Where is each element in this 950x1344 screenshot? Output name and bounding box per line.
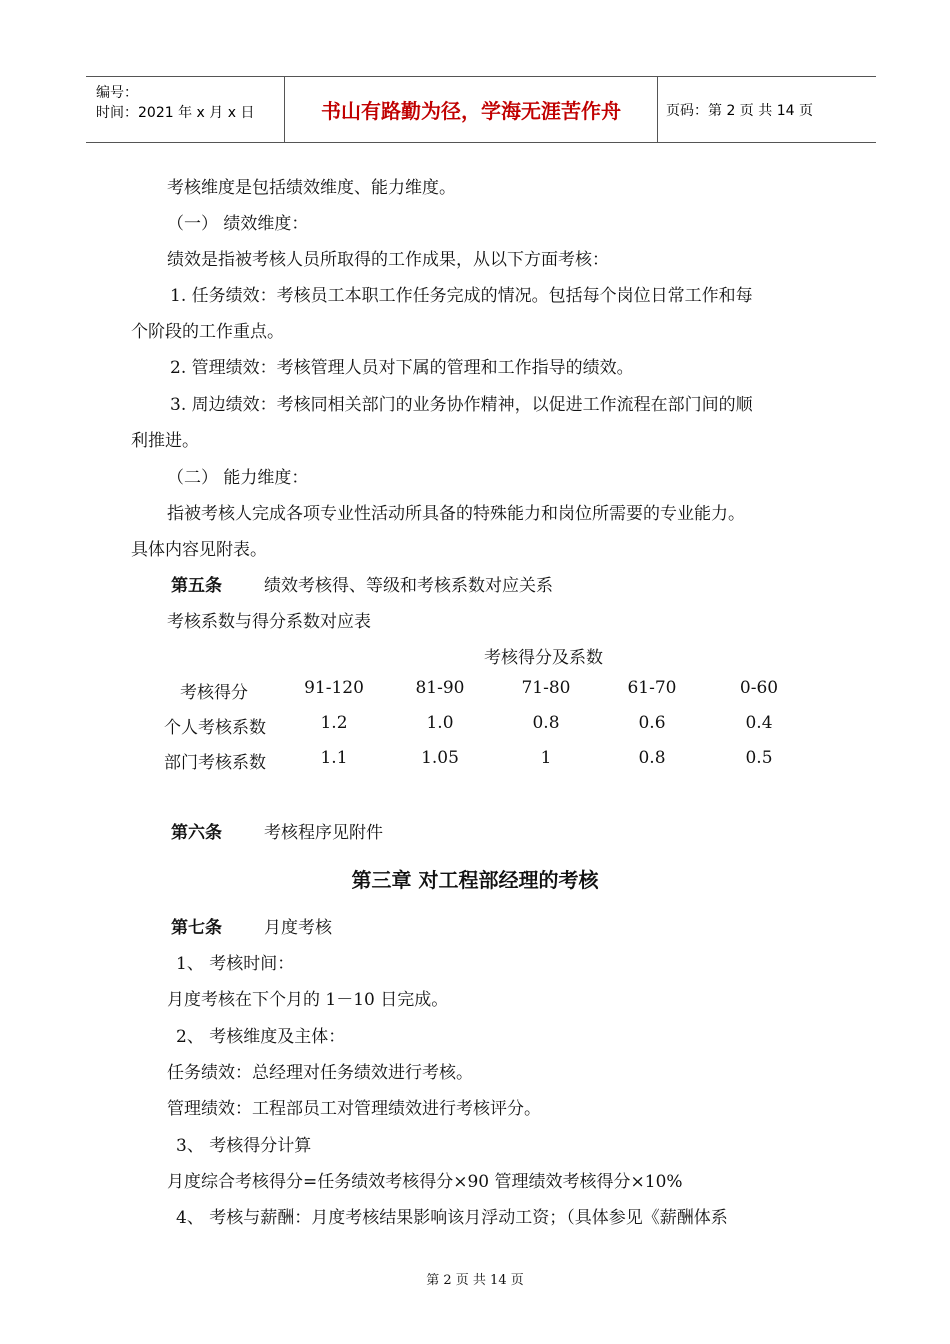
table-cell: 0.5 bbox=[745, 748, 773, 768]
subsection-heading: 4、 考核与薪酬：月度考核结果影响该月浮动工资；（具体参见《薪酬体系 bbox=[176, 1208, 728, 1228]
table-cell: 0.6 bbox=[638, 713, 666, 733]
table-cell: 81-90 bbox=[415, 678, 465, 698]
article-5-title: 绩效考核得、等级和考核系数对应关系 bbox=[264, 576, 553, 596]
article-7-title: 月度考核 bbox=[264, 918, 332, 938]
document-time-label: 时间：2021 年 x 月 x 日 bbox=[96, 105, 255, 121]
page-header bbox=[86, 76, 876, 143]
table-cell: 0.8 bbox=[638, 748, 666, 768]
paragraph: 指被考核人完成各项专业性活动所具备的特殊能力和岗位所需要的专业能力。 bbox=[167, 504, 745, 524]
subsection-heading: 3、 考核得分计算 bbox=[176, 1136, 312, 1156]
table-row-label: 部门考核系数 bbox=[164, 753, 266, 773]
paragraph: 任务绩效：总经理对任务绩效进行考核。 bbox=[167, 1063, 473, 1083]
list-item-management-performance: 2. 管理绩效：考核管理人员对下属的管理和工作指导的绩效。 bbox=[170, 358, 634, 378]
table-cell: 71-80 bbox=[521, 678, 571, 698]
header-motto: 书山有路勤为径，学海无涯苦作舟 bbox=[284, 77, 658, 142]
chapter-title: 第三章 对工程部经理的考核 bbox=[351, 868, 599, 892]
section-heading-ability: （二） 能力维度： bbox=[167, 468, 309, 488]
table-cell: 0-60 bbox=[739, 678, 779, 698]
article-6-title: 考核程序见附件 bbox=[264, 823, 383, 843]
table-cell: 1.1 bbox=[320, 748, 348, 768]
document-number-label: 编号： bbox=[96, 85, 138, 101]
article-5-label: 第五条 bbox=[171, 576, 222, 596]
header-left-cell bbox=[86, 77, 284, 142]
table-cell: 0.8 bbox=[532, 713, 560, 733]
paragraph: 管理绩效：工程部员工对管理绩效进行考核评分。 bbox=[167, 1099, 541, 1119]
table-row-label: 个人考核系数 bbox=[164, 718, 266, 738]
paragraph: 绩效是指被考核人员所取得的工作成果，从以下方面考核： bbox=[167, 250, 609, 270]
subsection-heading: 1、 考核时间： bbox=[176, 954, 295, 974]
article-6-label: 第六条 bbox=[171, 823, 222, 843]
section-heading-performance: （一） 绩效维度： bbox=[167, 214, 309, 234]
table-row-label: 考核得分 bbox=[180, 683, 248, 703]
paragraph-continuation: 具体内容见附表。 bbox=[131, 540, 267, 560]
table-cell: 1.2 bbox=[320, 713, 348, 733]
table-cell: 61-70 bbox=[627, 678, 677, 698]
table-cell: 0.4 bbox=[745, 713, 773, 733]
paragraph: 考核维度是包括绩效维度、能力维度。 bbox=[167, 178, 456, 198]
table-cell: 91-120 bbox=[304, 678, 364, 698]
paragraph-formula: 月度综合考核得分=任务绩效考核得分×90 管理绩效考核得分×10% bbox=[167, 1172, 683, 1192]
table-cell: 1 bbox=[540, 748, 552, 768]
table-group-header: 考核得分及系数 bbox=[484, 648, 603, 668]
paragraph: 月度考核在下个月的 1－10 日完成。 bbox=[167, 990, 449, 1010]
table-cell: 1.05 bbox=[421, 748, 459, 768]
header-page-number: 页码：第 2 页 共 14 页 bbox=[666, 102, 813, 119]
table-cell: 1.0 bbox=[426, 713, 454, 733]
list-item-peripheral-performance: 3. 周边绩效：考核同相关部门的业务协作精神，以促进工作流程在部门间的顺 bbox=[170, 395, 753, 415]
subsection-heading: 2、 考核维度及主体： bbox=[176, 1027, 346, 1047]
list-item-task-performance: 1. 任务绩效：考核员工本职工作任务完成的情况。包括每个岗位日常工作和每 bbox=[170, 286, 753, 306]
article-7-label: 第七条 bbox=[171, 918, 222, 938]
paragraph-continuation: 利推进。 bbox=[131, 431, 199, 451]
table-caption: 考核系数与得分系数对应表 bbox=[167, 612, 371, 632]
paragraph-continuation: 个阶段的工作重点。 bbox=[131, 322, 284, 342]
page-footer: 第 2 页 共 14 页 bbox=[426, 1273, 524, 1288]
